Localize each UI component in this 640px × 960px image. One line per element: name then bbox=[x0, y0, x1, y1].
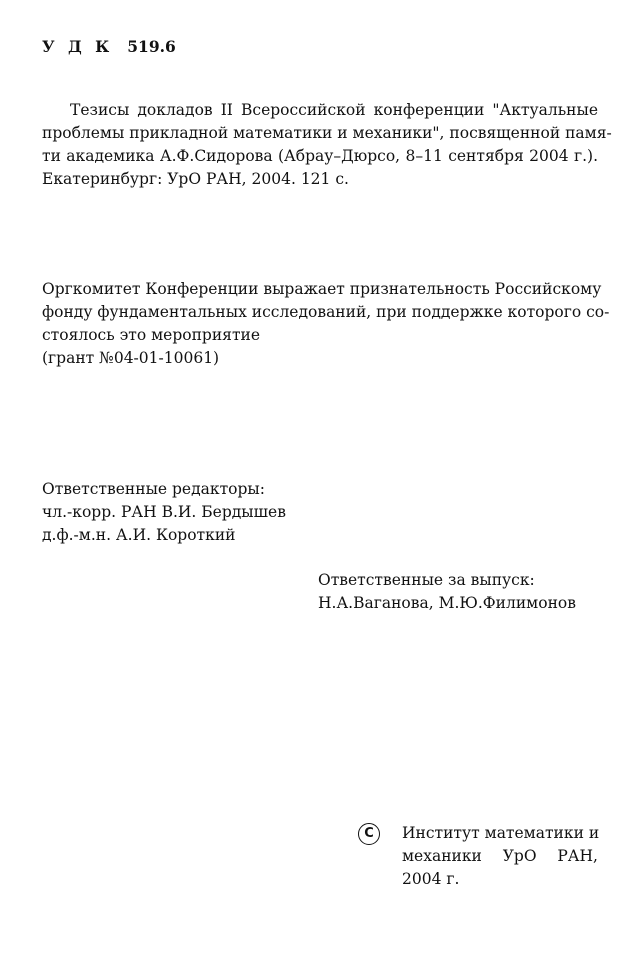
editors-heading: Ответственные редакторы: bbox=[42, 480, 265, 498]
acknowledgement-paragraph bbox=[42, 278, 610, 370]
acknowledgement-line: стоялось это мероприятие bbox=[42, 326, 261, 344]
annotation-line: проблемы прикладной математики и механики", посвященной памя- bbox=[42, 124, 612, 142]
annotation-line: ти академика А.Ф.Сидорова (Абрау–Дюрсо, 8–11 сентября 2004 г.). bbox=[42, 147, 598, 165]
copyright-line: механики УрО РАН, bbox=[402, 847, 598, 865]
copyright-icon: C bbox=[358, 823, 380, 845]
annotation-line: Екатеринбург: УрО РАН, 2004. 121 с. bbox=[42, 170, 349, 188]
grant-number: (грант №04-01-10061) bbox=[42, 349, 220, 367]
editor-name: д.ф.-м.н. А.И. Короткий bbox=[42, 526, 236, 544]
release-block bbox=[318, 569, 576, 615]
annotation-paragraph bbox=[42, 99, 612, 191]
annotation-line: Тезисы докладов II Всероссийской конференции "Актуальные bbox=[70, 101, 598, 119]
copyright-line: Институт математики и bbox=[402, 824, 600, 842]
acknowledgement-line: фонду фундаментальных исследований, при поддержке которого со- bbox=[42, 303, 610, 321]
editors-block bbox=[42, 478, 286, 547]
copyright-block bbox=[358, 822, 598, 891]
copyright-line: 2004 г. bbox=[402, 870, 460, 888]
release-names: Н.А.Ваганова, М.Ю.Филимонов bbox=[318, 594, 576, 612]
udk-line bbox=[42, 35, 176, 58]
acknowledgement-line: Оргкомитет Конференции выражает признательность Российскому bbox=[42, 280, 602, 298]
udk-number: 519.6 bbox=[127, 37, 176, 56]
udk-label: У Д К bbox=[42, 37, 114, 56]
release-heading: Ответственные за выпуск: bbox=[318, 571, 535, 589]
editor-name: чл.-корр. РАН В.И. Бердышев bbox=[42, 503, 286, 521]
copyright-text bbox=[402, 822, 598, 891]
